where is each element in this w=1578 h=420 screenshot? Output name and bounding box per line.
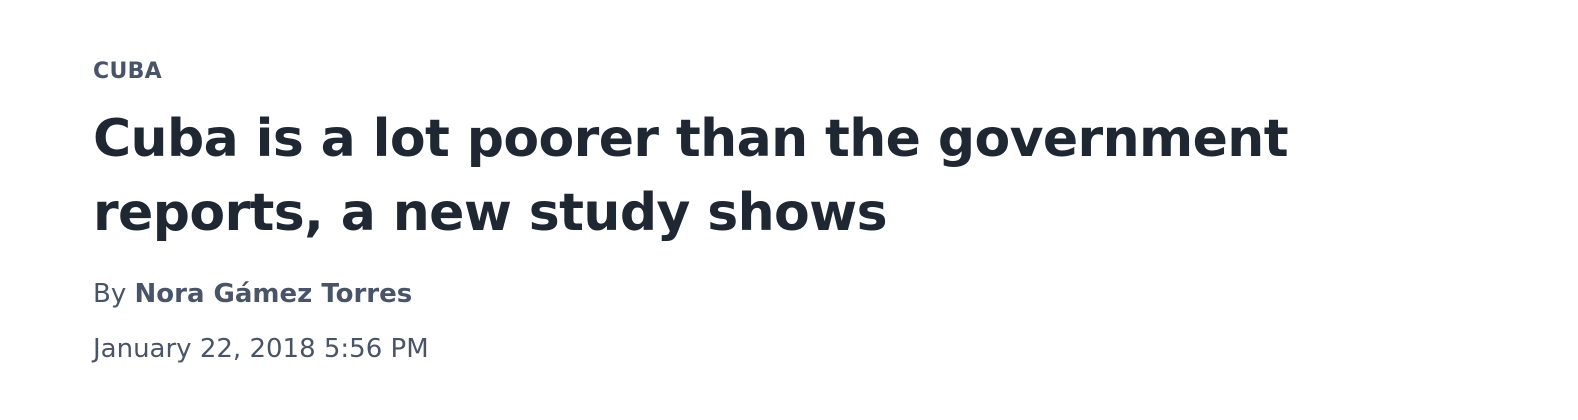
publish-timestamp: January 22, 2018 5:56 PM [93, 334, 429, 364]
section-link[interactable]: CUBA [93, 59, 163, 84]
article-headline: Cuba is a lot poorer than the government reports, a new study shows [93, 109, 1288, 243]
byline-prefix: By [93, 279, 135, 309]
byline [93, 276, 412, 312]
author-link[interactable]: Nora Gámez Torres [134, 279, 413, 309]
